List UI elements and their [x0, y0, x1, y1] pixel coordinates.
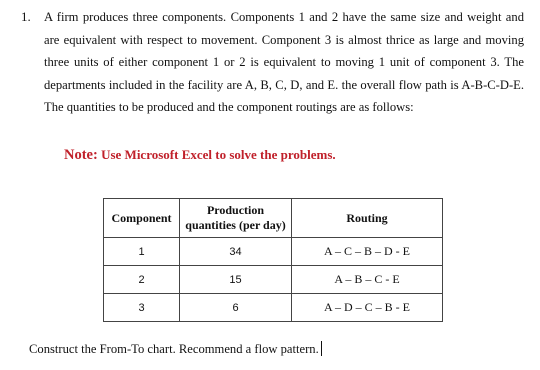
- table-row: [104, 294, 443, 322]
- cell-quantity: 34: [180, 238, 292, 266]
- cell-routing: A – B – C - E: [292, 266, 443, 294]
- closing-text: Construct the From-To chart. Recommend a flow pattern.: [29, 342, 319, 356]
- note-text: Use Microsoft Excel to solve the problems.: [101, 147, 336, 162]
- routing-table: [103, 198, 443, 322]
- note-label: Note:: [64, 147, 98, 163]
- problem-text: A firm produces three components. Components 1 and 2 have the same size and weight and are equivalent with respect to movement. Component 3 is almost thrice as large and moving three units of either component 1 or 2 is equivalent to moving 1 unit of component 3. The departments included in the facility are A, B, C, D, and E. the overall flow path is A-B-C-D-E. The quantities to be produced and the component routings are as follows:: [44, 10, 524, 115]
- text-cursor: [321, 341, 322, 356]
- cell-component: 1: [104, 238, 180, 266]
- cell-quantity: 6: [180, 294, 292, 322]
- table-header-row: [104, 199, 443, 238]
- table-row: [104, 266, 443, 294]
- cell-component: 3: [104, 294, 180, 322]
- header-routing: Routing: [292, 199, 443, 238]
- header-quantity: [180, 199, 292, 238]
- problem-statement: [21, 6, 524, 119]
- cell-quantity: 15: [180, 266, 292, 294]
- cell-routing: A – D – C – B - E: [292, 294, 443, 322]
- cell-routing: A – C – B – D - E: [292, 238, 443, 266]
- cell-component: 2: [104, 266, 180, 294]
- header-component: Component: [104, 199, 180, 238]
- table-row: [104, 238, 443, 266]
- header-quantity-line1: Production: [206, 203, 265, 217]
- note: [64, 147, 336, 164]
- closing-instruction[interactable]: [29, 341, 322, 357]
- header-quantity-line2: quantities (per day): [185, 218, 286, 232]
- problem-number: 1.: [21, 9, 31, 24]
